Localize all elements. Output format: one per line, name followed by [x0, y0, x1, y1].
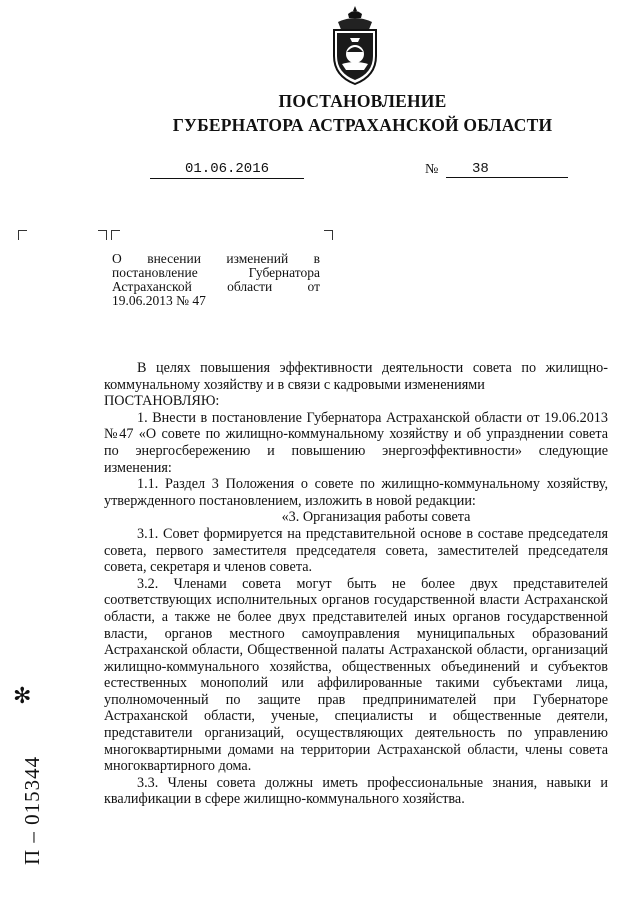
corner-mark-subject-left-a	[98, 230, 107, 240]
item-3-3-paragraph: 3.3. Члены совета должны иметь профессиональные знания, навыки и квалификации в сфере жилищно-коммунального хозяйства.	[104, 774, 608, 808]
side-serial-number: П – 015344	[20, 755, 44, 865]
item-1-paragraph: 1. Внести в постановление Губернатора Астраханской области от 19.06.2013 №47 «О совете по жилищно-коммунальному хозяйству и об упразднении совета по энергосбережению и повышению энергоэффективности» следующие изменения:	[104, 409, 608, 476]
corner-mark-left	[18, 230, 27, 240]
document-subject: О внесении изменений в постановление Губернатора Астраханской области от 19.06.2013 № 47	[112, 251, 320, 308]
issuer-title: ГУБЕРНАТОРА АСТРАХАНСКОЙ ОБЛАСТИ	[172, 115, 553, 135]
document-body	[104, 360, 608, 808]
corner-mark-subject-right	[324, 230, 333, 240]
corner-mark-subject-left-b	[111, 230, 120, 240]
section-3-heading: «3. Организация работы совета	[281, 509, 471, 526]
item-3-1-paragraph: 3.1. Совет формируется на представительной основе в составе председателя совета, первого заместителя председателя совета, заместителей председателя совета, секретаря и членов совета.	[104, 525, 608, 576]
resolution-word: ПОСТАНОВЛЯЮ:	[104, 393, 220, 410]
document-type-title: ПОСТАНОВЛЕНИЕ	[278, 91, 447, 111]
document-number: 38	[446, 161, 568, 178]
document-date: 01.06.2016	[150, 161, 304, 179]
coat-of-arms-emblem	[328, 2, 382, 88]
item-3-2-paragraph: 3.2. Членами совета могут быть не более двух представителей соответствующих исполнительных органов государственной власти Астраханской области, а также не более двух представителей иных органов государственной власти, органов местного самоуправления муниципальных образований Астраханской области, Общественной палаты Астраханской области, организаций жилищно-коммунального хозяйства, общественных объединений и субъектов естественных монополий или аффилированные такими субъектами лица, уполномоченный по защите прав предпринимателей при Губернаторе Астраханской области, ученые, специалисты и общественные деятели, представители организаций, осуществляющих деятельность по управлению многоквартирными домами на территории Астраханской области, члены совета многоквартирного дома.	[104, 575, 608, 775]
number-label: №	[425, 162, 439, 177]
preamble-paragraph: В целях повышения эффективности деятельности совета по жилищно-коммунальному хозяйству и в связи с кадровыми изменениями	[104, 360, 608, 393]
item-1-1-paragraph: 1.1. Раздел 3 Положения о совете по жилищно-коммунальному хозяйству, утвержденного постановлением, изложить в новой редакции:	[104, 476, 608, 509]
side-asterisk: ✻	[13, 683, 32, 708]
